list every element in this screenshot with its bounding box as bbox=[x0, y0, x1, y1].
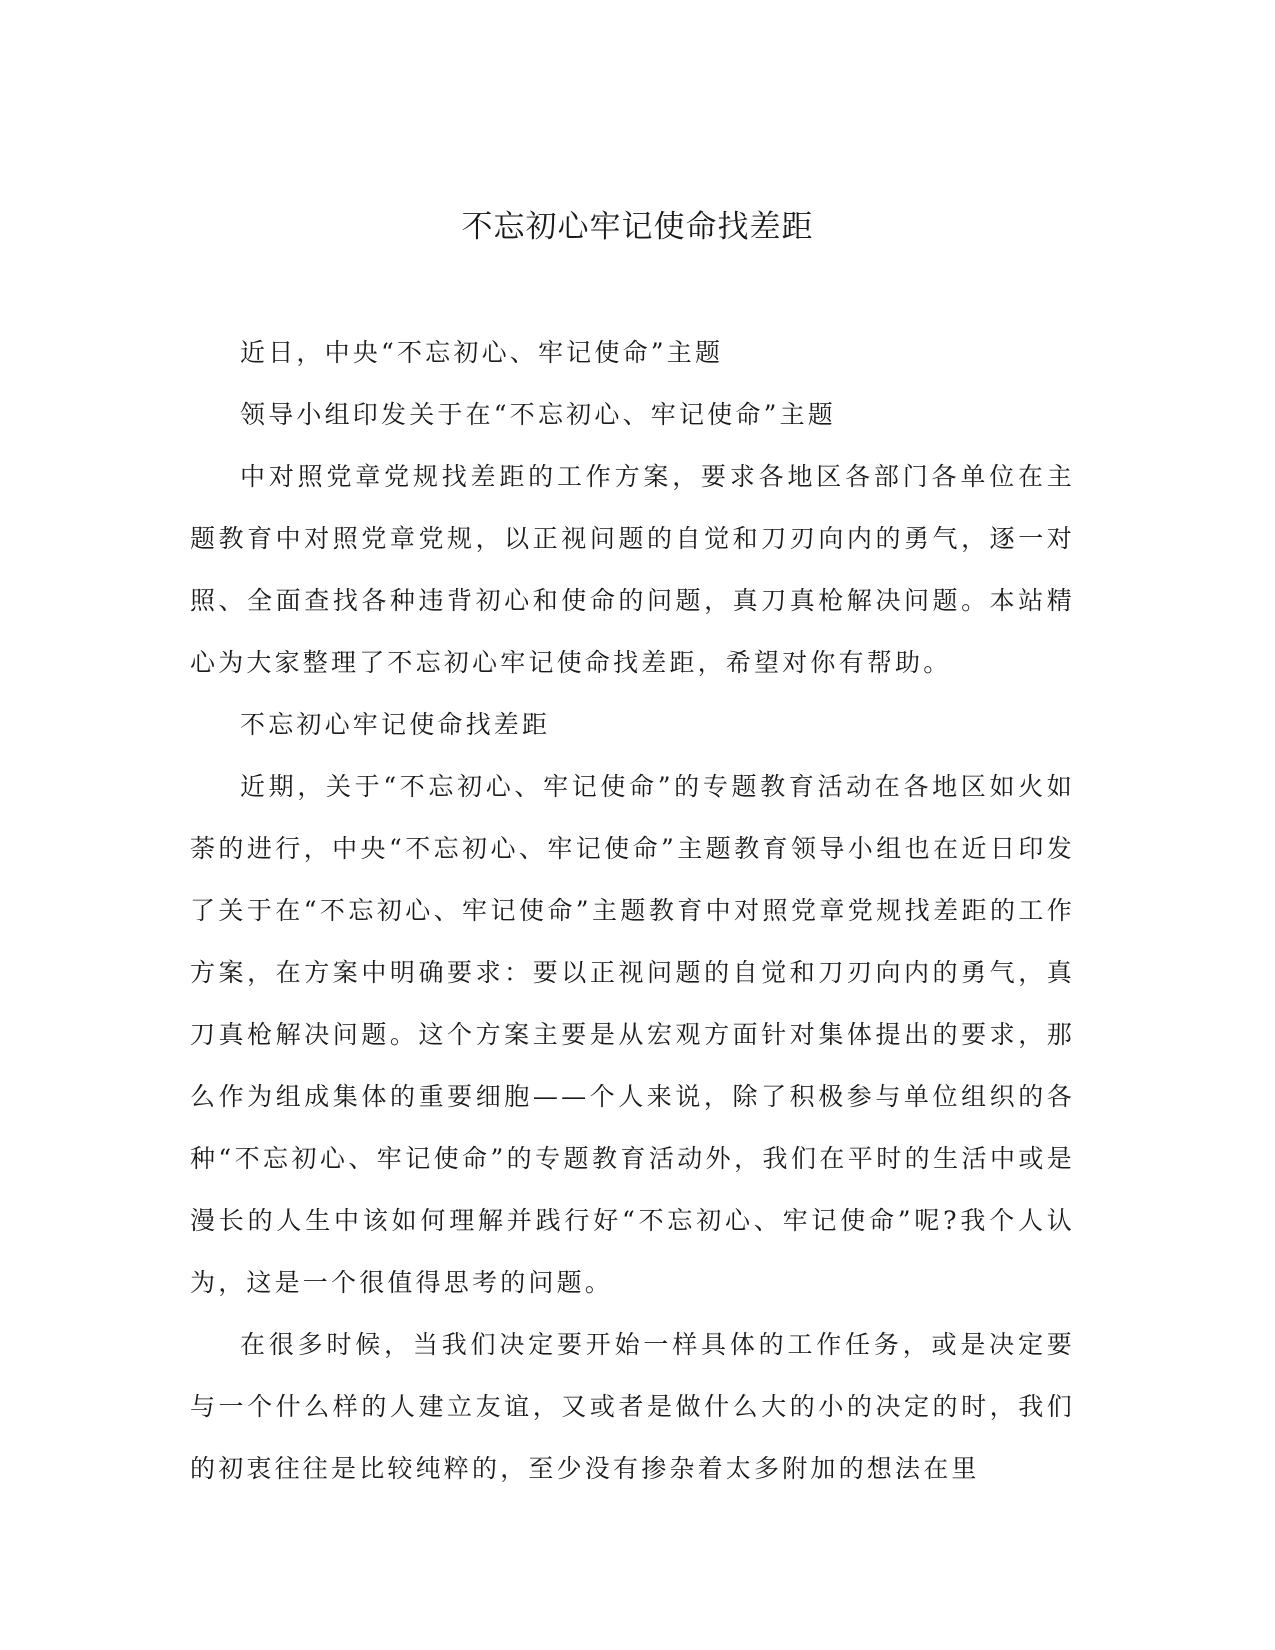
paragraph-2: 领导小组印发关于在“不忘初心、牢记使命”主题 bbox=[240, 400, 836, 429]
document-body bbox=[190, 322, 1075, 1500]
paragraph-5: 在很多时候，当我们决定要开始一样具体的工作任务，或是决定要与一个什么样的人建立友谊，又或者是做什么大的小的决定的时，我们的初衷往往是比较纯粹的，至少没有掺杂着太多附加的想法在里 bbox=[190, 1330, 1075, 1483]
document-title: 不忘初心牢记使命找差距 bbox=[461, 209, 814, 245]
paragraph-3: 中对照党章党规找差距的工作方案，要求各地区各部门各单位在主题教育中对照党章党规，以正视问题的自觉和刀刃向内的勇气，逐一对照、全面查找各种违背初心和使命的问题，真刀真枪解决问题。本站精心为大家整理了不忘初心牢记使命找差距，希望对你有帮助。 bbox=[190, 462, 1075, 677]
section-heading: 不忘初心牢记使命找差距 bbox=[240, 710, 551, 739]
paragraph-1: 近日，中央“不忘初心、牢记使命”主题 bbox=[240, 338, 724, 367]
paragraph-4: 近期，关于“不忘初心、牢记使命”的专题教育活动在各地区如火如荼的进行，中央“不忘初心、牢记使命”主题教育领导小组也在近日印发了关于在“不忘初心、牢记使命”主题教育中对照党章党规找差距的工作方案，在方案中明确要求：要以正视问题的自觉和刀刃向内的勇气，真刀真枪解决问题。这个方案主要是从宏观方面针对集体提出的要求，那么作为组成集体的重要细胞——个人来说，除了积极参与单位组织的各种“不忘初心、牢记使命”的专题教育活动外，我们在平时的生活中或是漫长的人生中该如何理解并践行好“不忘初心、牢记使命”呢?我个人认为，这是一个很值得思考的问题。 bbox=[190, 772, 1075, 1297]
